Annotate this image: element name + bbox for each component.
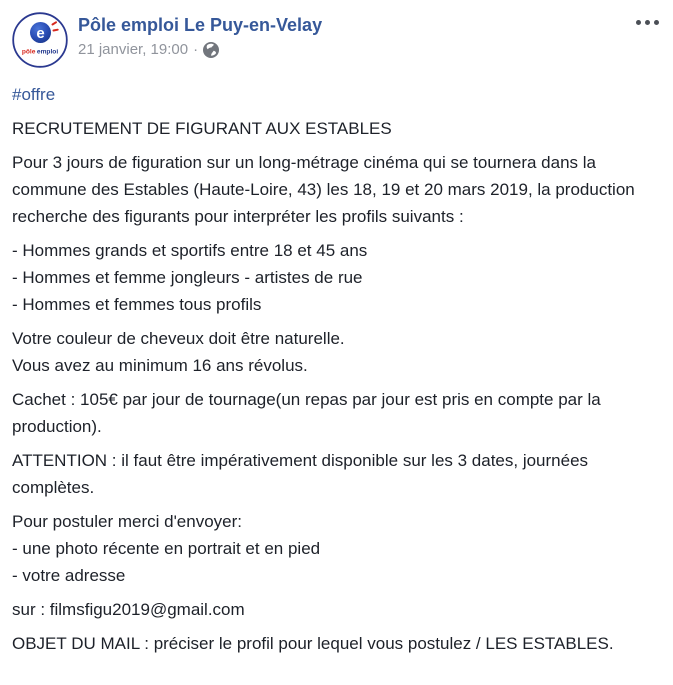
post-paragraph xyxy=(12,386,662,440)
logo-wordmark: pôle emploi xyxy=(21,48,59,56)
post-line: - votre adresse xyxy=(12,566,126,585)
post-paragraph xyxy=(12,630,662,657)
timestamp-link[interactable]: 21 janvier, 19:00 xyxy=(78,41,189,58)
post-line: Votre couleur de cheveux doit être naturelle. xyxy=(12,329,345,348)
post-options-button[interactable] xyxy=(632,12,663,33)
post-line: Pour 3 jours de figuration sur un long-métrage cinéma qui se tournera dans la commune des Estables (Haute-Loire, 43) les 18, 19 et 20 mars 2019, la production recherche des figurants pour interpréter les profils suivants : xyxy=(12,153,635,226)
post-line: Vous avez au minimum 16 ans révolus. xyxy=(12,356,308,375)
logo-letter-e: e xyxy=(36,25,45,42)
post-line: RECRUTEMENT DE FIGURANT AUX ESTABLES xyxy=(12,119,392,138)
ellipsis-icon xyxy=(645,20,650,25)
post-paragraph xyxy=(12,447,662,501)
post-paragraph xyxy=(12,508,662,589)
post-paragraph xyxy=(12,237,662,318)
ellipsis-icon xyxy=(654,20,659,25)
post-line: sur : filmsfigu2019@gmail.com xyxy=(12,600,245,619)
logo-red-accent xyxy=(54,30,58,31)
post-line: - Hommes grands et sportifs entre 18 et 45 ans xyxy=(12,241,368,260)
globe-icon xyxy=(203,42,219,58)
post-line: ATTENTION : il faut être impérativement disponible sur les 3 dates, journées complètes. xyxy=(12,451,589,497)
post-line: - Hommes et femmes tous profils xyxy=(12,295,262,314)
post-line: OBJET DU MAIL : préciser le profil pour lequel vous postulez / LES ESTABLES. xyxy=(12,634,614,653)
header-info xyxy=(78,12,322,68)
hashtag-link[interactable] xyxy=(12,81,662,108)
post-paragraph xyxy=(12,596,662,623)
post-line: #offre xyxy=(12,85,56,104)
post-line: Cachet : 105€ par jour de tournage(un repas par jour est pris en compte par la production). xyxy=(12,390,601,436)
post-paragraph xyxy=(12,149,662,230)
post-meta xyxy=(78,41,322,59)
post-paragraph xyxy=(12,115,662,142)
post-body xyxy=(0,68,673,657)
ellipsis-icon xyxy=(636,20,641,25)
post-line: - Hommes et femme jongleurs - artistes de rue xyxy=(12,268,363,287)
page-avatar[interactable] xyxy=(12,12,68,68)
post-paragraph xyxy=(12,325,662,379)
page-name-link[interactable]: Pôle emploi Le Puy-en-Velay xyxy=(78,15,323,35)
meta-separator: · xyxy=(193,41,199,58)
post-line: - une photo récente en portrait et en pied xyxy=(12,539,321,558)
post-header xyxy=(0,0,673,68)
post-line: Pour postuler merci d'envoyer: xyxy=(12,512,243,531)
